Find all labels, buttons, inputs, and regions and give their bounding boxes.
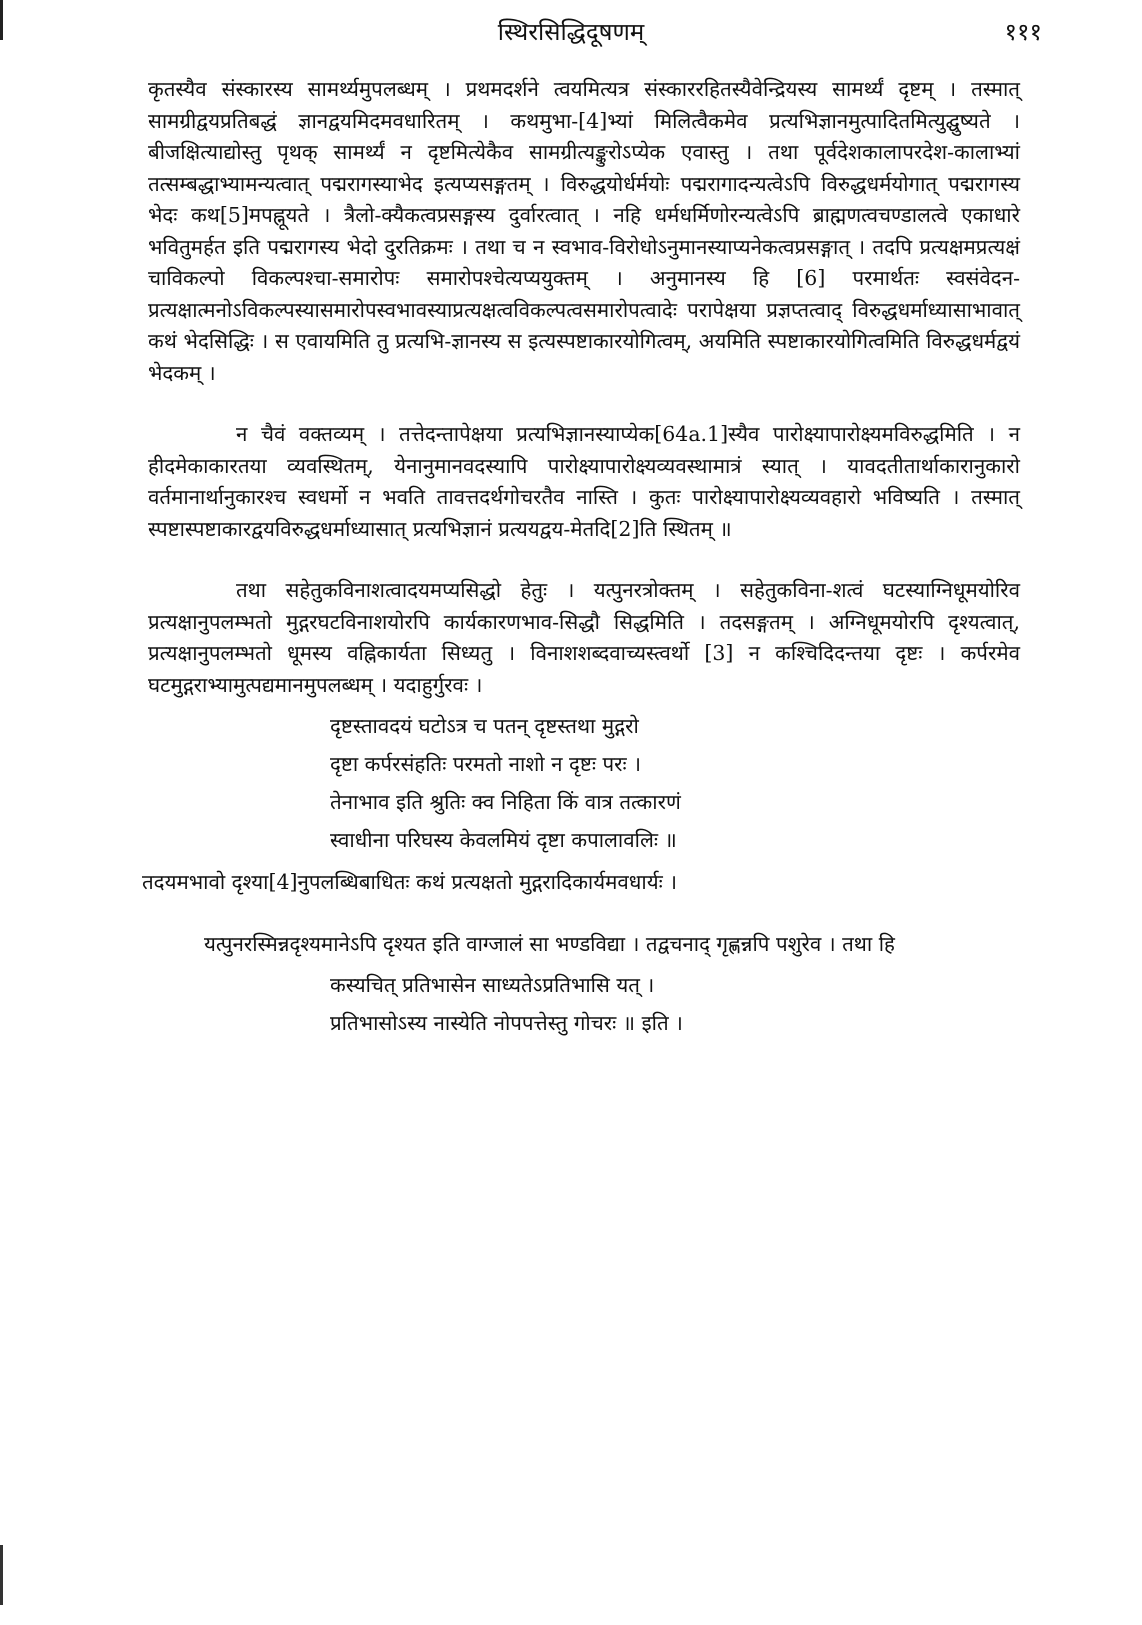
running-title: स्थिरसिद्धिदूषणम् — [497, 18, 645, 46]
verse-2-line-1: कस्यचित् प्रतिभासेन साध्यतेऽप्रतिभासि यत् । — [330, 973, 655, 997]
paragraph-2: न चैवं वक्तव्यम् । तत्तेदन्तापेक्षया प्रत्यभिज्ञानस्याप्येक[64a.1]स्यैव पारोक्ष्यापारोक्ष्यमविरुद्धमिति । न हीदमेकाकारतया व्यवस्थितम्, येनानुमानवदस्यापि पारोक्ष्यापारोक्ष्यव्यवस्थामात्रं स्यात् । यावदतीतार्थाकारानुकारो वर्तमानार्थानुकारश्च स्वधर्मो न भवति तावत्तदर्थगोचरतैव नास्ति । कुतः पारोक्ष्यापारोक्ष्यव्यवहारो भविष्यति । तस्मात् स्पष्टास्पष्टाकारद्वयविरुद्धधर्माध्यासात् प्रत्यभिज्ञानं प्रत्ययद्वय-मेतदि[2]ति स्थितम् ॥ — [148, 422, 1020, 541]
verse-1-line-1: दृष्टस्तावदयं घटोऽत्र च पतन् दृष्टस्तथा मुद्गरो — [330, 714, 639, 738]
paragraph-4: यत्पुनरस्मिन्नदृश्यमानेऽपि दृश्यत इति वाग्जालं सा भण्डविद्या । तद्वचनाद् गृह्णन्नपि पशुरेव । तथा हि — [204, 931, 895, 956]
verse-1-line-3: तेनाभाव इति श्रुतिः क्व निहिता किं वात्र तत्कारणं — [330, 790, 681, 814]
page-body — [142, 74, 1020, 1042]
verse-1 — [330, 707, 950, 859]
page-header — [0, 14, 1142, 54]
after-verse-1: तदयमभावो दृश्या[4]नुपलब्धिबाधितः कथं प्रत्यक्षतो मुद्गरादिकार्यमवधार्यः । — [142, 870, 678, 894]
page-number: १११ — [1004, 18, 1042, 46]
verse-1-line-2: दृष्टा कर्परसंहतिः परमतो नाशो न दृष्टः परः । — [330, 752, 641, 776]
scan-edge-mark-bottom — [0, 1545, 9, 1605]
verse-2 — [330, 966, 950, 1042]
verse-1-line-4: स्वाधीना परिघस्य केवलमियं दृष्टा कपालावलिः ॥ — [330, 828, 677, 852]
paragraph-1: कृतस्यैव संस्कारस्य सामर्थ्यमुपलब्धम् । प्रथमदर्शने त्वयमित्यत्र संस्काररहितस्यैवेन्द्रियस्य सामर्थ्यं दृष्टम् । तस्मात् सामग्रीद्वयप्रतिबद्धं ज्ञानद्वयमिदमवधारितम् । कथमुभा-[4]भ्यां मिलित्वैकमेव प्रत्यभिज्ञानमुत्पादितमित्युद्घुष्यते । बीजक्षित्याद्योस्तु पृथक् सामर्थ्यं न दृष्टमित्येकैव सामग्रीत्यङ्कुरोऽप्येक एवास्तु । तथा पूर्वदेशकालापरदेश-कालाभ्यां तत्सम्बद्धाभ्यामन्यत्वात् पद्मरागस्याभेद इत्यप्यसङ्गतम् । विरुद्धयोर्धर्मयोः पद्मरागादन्यत्वेऽपि विरुद्धधर्मयोगात् पद्मरागस्य भेदः कथ[5]मपह्नूयते । त्रैलो-क्यैकत्वप्रसङ्गस्य दुर्वारत्वात् । नहि धर्मधर्मिणोरन्यत्वेऽपि ब्राह्मणत्वचण्डालत्वे एकाधारे भवितुमर्हत इति पद्मरागस्य भेदो दुरतिक्रमः । तथा च न स्वभाव-विरोधोऽनुमानस्याप्यनेकत्वप्रसङ्गात् । तदपि प्रत्यक्षमप्रत्यक्षं चाविकल्पो विकल्पश्चा-समारोपः समारोपश्चेत्यप्ययुक्तम् । अनुमानस्य हि [6] परमार्थतः स्वसंवेदन-प्रत्यक्षात्मनोऽविकल्पस्यासमारोपस्वभावस्याप्रत्यक्षत्वविकल्पत्वसमारोपत्वादेः परापेक्षया प्रज्ञप्तत्वाद् विरुद्धधर्माध्यासाभावात् कथं भेदसिद्धिः । स एवायमिति तु प्रत्यभि-ज्ञानस्य स इत्यस्पष्टाकारयोगित्वम्, अयमिति स्पष्टाकारयोगित्वमिति विरुद्धधर्मद्वयं भेदकम् । — [148, 77, 1020, 385]
paragraph-3: तथा सहेतुकविनाशत्वादयमप्यसिद्धो हेतुः । यत्पुनरत्रोक्तम् । सहेतुकविना-शत्वं घटस्याग्निधूमयोरिव प्रत्यक्षानुपलम्भतो मुद्गरघटविनाशयोरपि कार्यकारणभाव-सिद्धौ सिद्धमिति । तदसङ्गतम् । अग्निधूमयोरपि दृश्यत्वात्, प्रत्यक्षानुपलम्भतो धूमस्य वह्निकार्यता सिध्यतु । विनाशशब्दवाच्यस्त्वर्थो [3] न कश्चिदिदन्तया दृष्टः । कर्परमेव घटमुद्गराभ्यामुत्पद्यमानमुपलब्धम् । यदाहुर्गुरवः । — [148, 578, 1020, 697]
verse-2-line-2: प्रतिभासोऽस्य नास्येति नोपपत्तेस्तु गोचरः ॥ इति । — [330, 1011, 683, 1035]
